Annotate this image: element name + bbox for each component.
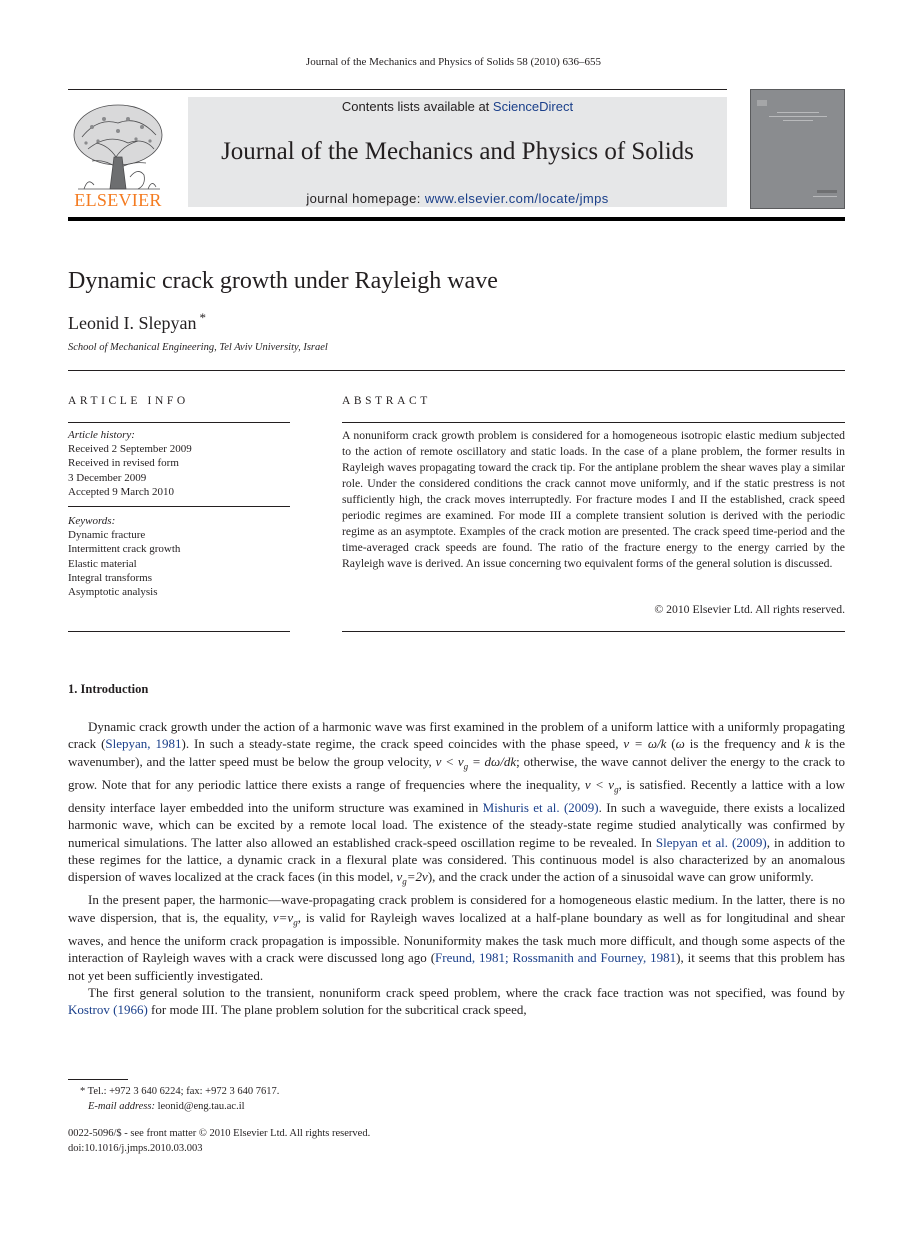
section-heading-introduction: 1. Introduction — [68, 682, 149, 696]
keyword-item: Intermittent crack growth — [68, 543, 181, 556]
history-item: Received 2 September 2009 — [68, 443, 192, 456]
article-title: Dynamic crack growth under Rayleigh wave — [68, 268, 498, 294]
keyword-item: Elastic material — [68, 557, 137, 570]
article-info-heading: ARTICLE INFO — [68, 395, 189, 407]
journal-homepage-link[interactable]: www.elsevier.com/locate/jmps — [424, 191, 609, 206]
front-matter — [68, 1126, 370, 1156]
citation-link[interactable]: Freund, 1981; Rossmanith and Fourney, 1981 — [435, 950, 677, 966]
author-line — [68, 310, 206, 334]
homepage-line — [188, 191, 727, 206]
abstract-copyright: © 2010 Elsevier Ltd. All rights reserved. — [654, 603, 845, 616]
history-item: Accepted 9 March 2010 — [68, 485, 174, 498]
header-rule-top — [68, 89, 727, 90]
issn-line: 0022-5096/$ - see front matter © 2010 Elsevier Ltd. All rights reserved. — [68, 1128, 371, 1139]
contents-line — [188, 99, 727, 114]
elsevier-wordmark: ELSEVIER — [74, 190, 162, 210]
affiliation: School of Mechanical Engineering, Tel Aviv University, Israel — [68, 342, 328, 353]
sciencedirect-link[interactable]: ScienceDirect — [492, 99, 574, 114]
paragraph: In the present paper, the harmonic—wave-propagating crack problem is considered for a homogeneous elastic medium. In the latter, there is no wave dispersion, that is, the equality, $v=v_g$, is valid for Rayleigh waves localized at a half-plane boundary as well as for longitudinal and shear waves, and hence the uniform crack propagation is impossible. Nonuniformity makes the task much more difficult, and though some aspects of the interaction of Rayleigh waves with a crack were discussed long ago (Freund, 1981; Rossmanith and Fourney, 1981), it seems that this problem has not yet been sufficiently investigated. — [68, 892, 845, 983]
footnote-rule — [68, 1079, 128, 1080]
abstract-text: A nonuniform crack growth problem is considered for a homogeneous isotropic elastic medium subjected to the action of remote oscillatory and static loads. In the case of a plane problem, the former results in Rayleigh waves propagating toward the crack tip. For the antiplane problem the shear waves play a similar role. Under the considered conditions the crack cannot move uniformly, and if the static prestress is not sufficiently high, the crack moves interruptedly. For fracture modes I and II the established, crack speed periodic regimes are examined. For mode III a complete transient solution is derived with the periodic regime as an asymptote. Examples of the crack motion are presented. The crack speed time-period and the time-averaged crack speeds are found. The ratio of the fracture energy to the energy carried by the Rayleigh wave is derived. An issue concerning two equivalent forms of the general solution is discussed. — [342, 429, 845, 570]
keyword-item: Asymptotic analysis — [68, 586, 158, 599]
author-footnote-mark[interactable]: * — [199, 310, 206, 325]
paragraph: The first general solution to the transient, nonuniform crack speed problem, where the crack face traction was not specified, was found by Kostrov (1966) for mode III. The plane problem solution for the subcritical crack speed, — [68, 985, 845, 1018]
email-label: E-mail address: — [88, 1101, 155, 1112]
keyword-item: Integral transforms — [68, 571, 152, 584]
running-head: Journal of the Mechanics and Physics of Solids 58 (2010) 636–655 — [305, 56, 602, 68]
abstract-heading: ABSTRACT — [342, 395, 431, 407]
citation-link[interactable]: Kostrov (1966) — [68, 1002, 148, 1018]
introduction-body — [68, 718, 845, 1019]
email-line — [80, 1099, 279, 1114]
keyword-item: Dynamic fracture — [68, 529, 146, 542]
contact-line: * Tel.: +972 3 640 6224; fax: +972 3 640 7617. — [80, 1086, 280, 1097]
citation-link[interactable]: Mishuris et al. (2009) — [482, 799, 599, 815]
citation-link[interactable]: Slepyan, 1981 — [105, 736, 182, 752]
header-rule-bottom — [68, 217, 845, 221]
author-name: Leonid I. Slepyan — [68, 313, 197, 333]
homepage-prefix: journal homepage: — [306, 191, 425, 206]
email-address[interactable]: leonid@eng.tau.ac.il — [154, 1101, 245, 1112]
paragraph: Dynamic crack growth under the action of a harmonic wave was first examined in the problem of a uniform lattice with a uniformly propagating crack (Slepyan, 1981). In such a steady-state regime, the crack speed coincides with the phase speed, v = ω/k (ω is the frequency and k is the wavenumber), and the latter speed must be below the group velocity, $v < v_g = d\omega/dk$; otherwise, the wave cannot deliver the energy to the crack to grow. Note that for any periodic lattice there exists a range of frequencies where the inequality, $v < v_g$, is satisfied. Recently a lattice with a low density interface layer embedded into the uniform structure was examined in Mishuris et al. (2009). In such a waveguide, there exists a localized harmonic wave, which can be excited by a remote local load. The existence of the steady-state regime studied analytically was confirmed by numerical simulations. The latter also allowed an established crack-speed oscillation regime to be revealed. In Slepyan et al. (2009), in addition to these regimes for the lattice, a dynamic crack in a flexural plate was considered. This continuous model is also characterized by an anomalous dispersion of waves localized at the crack faces (in this model, $v_g=2v$), and the crack under the action of a sinusoidal wave can grow uniformly. — [68, 719, 846, 888]
journal-title: Journal of the Mechanics and Physics of Solids — [221, 138, 694, 165]
affiliation-rule — [68, 370, 845, 371]
keywords-label: Keywords: — [68, 515, 116, 528]
article-info — [68, 428, 290, 599]
author-footnote — [80, 1084, 279, 1114]
history-item: 3 December 2009 — [68, 471, 147, 484]
abstract-rule-bottom — [342, 631, 845, 632]
history-label: Article history: — [68, 429, 135, 441]
contents-prefix: Contents lists available at — [341, 99, 493, 114]
history-item: Received in revised form — [68, 457, 179, 470]
info-rule-bottom — [68, 631, 290, 632]
abstract-rule-top — [342, 422, 845, 423]
journal-cover-thumbnail — [750, 89, 845, 209]
citation-link[interactable]: Slepyan et al. (2009) — [655, 834, 767, 850]
doi-line[interactable]: doi:10.1016/j.jmps.2010.03.003 — [68, 1143, 203, 1154]
info-rule-top — [68, 422, 290, 423]
